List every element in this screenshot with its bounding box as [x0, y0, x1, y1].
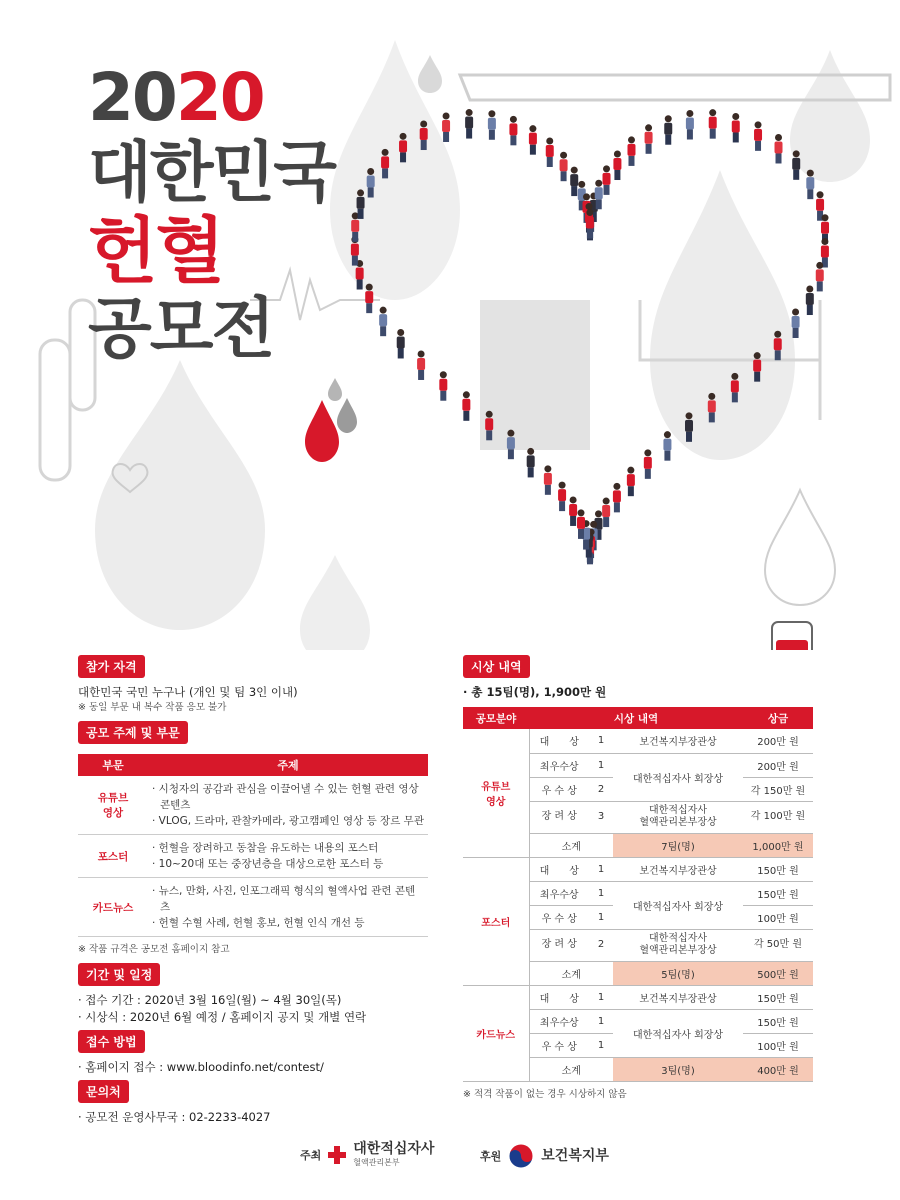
blood-bag-icon — [772, 622, 812, 650]
host-credit — [300, 1142, 434, 1168]
person-figure — [685, 412, 693, 442]
eligibility-section — [78, 655, 428, 715]
person-figure — [570, 167, 578, 197]
section-heading: 접수 방법 — [78, 1030, 145, 1053]
sponsor-label: 후원 — [480, 1150, 502, 1163]
person-figure — [645, 124, 653, 153]
person-figure — [577, 509, 585, 539]
title-year — [88, 59, 335, 136]
schedule-section — [78, 963, 428, 1026]
topic-category: 카드뉴스 — [78, 878, 148, 937]
person-figure — [485, 411, 493, 441]
person-figure — [792, 150, 800, 180]
award-giver: 대한적십자사 회장상 — [613, 753, 743, 801]
person-figure — [420, 121, 428, 151]
award-prize: 150만 원 — [743, 985, 813, 1009]
award-name: 우 수 상 — [529, 905, 589, 929]
drop-outline — [765, 490, 835, 605]
person-figure — [529, 125, 537, 155]
right-column — [463, 655, 813, 1102]
person-figure — [357, 189, 365, 219]
person-figure — [417, 350, 425, 380]
host-sub: 혈액관리본부 — [353, 1158, 400, 1167]
topic-items — [148, 835, 428, 878]
poster-title — [88, 59, 336, 368]
sponsor-credit — [480, 1142, 609, 1170]
table-header: 공모분야 — [463, 707, 529, 729]
awards-note: ※ 적격 작품이 없는 경우 시상하지 않음 — [463, 1088, 627, 1100]
person-figure — [613, 483, 621, 512]
person-figure — [595, 180, 603, 210]
award-giver: 보건복지부장관상 — [613, 985, 743, 1009]
person-figure — [686, 110, 694, 140]
subtotal-label: 소계 — [529, 1057, 613, 1081]
host-org-block — [353, 1142, 434, 1168]
subtotal-count: 3팀(명) — [613, 1057, 743, 1081]
person-figure — [439, 371, 447, 401]
gray-drop-icon — [337, 398, 357, 433]
submission-text: · 홈페이지 접수 : www.bloodinfo.net/contest/ — [78, 1060, 324, 1074]
person-figure — [792, 308, 800, 338]
person-figure — [507, 430, 515, 460]
test-tube-shape — [40, 340, 70, 480]
award-giver: 보건복지부장관상 — [613, 857, 743, 881]
award-name: 대 상 — [529, 729, 589, 753]
topic-category: 유튜브 영상 — [78, 776, 148, 835]
person-figure — [663, 431, 671, 461]
topics-section — [78, 721, 428, 957]
award-count: 1 — [589, 857, 613, 881]
table-header: 주제 — [148, 754, 428, 776]
award-field: 유튜브 영상 — [463, 729, 529, 857]
person-figure — [379, 307, 387, 337]
topic-item: · 10~20대 또는 중장년층을 대상으로한 포스터 등 — [152, 858, 384, 870]
topics-note: ※ 작품 규격은 공모전 홈페이지 참고 — [78, 944, 230, 955]
left-column — [78, 655, 428, 1126]
topic-category: 포스터 — [78, 835, 148, 878]
person-figure — [806, 170, 814, 200]
person-figure — [365, 284, 373, 314]
person-figure — [586, 209, 594, 239]
person-figure — [732, 113, 740, 143]
topic-item: · 헌혈을 장려하고 동참을 유도하는 내용의 포스터 — [152, 842, 379, 854]
table-header: 시상 내역 — [529, 707, 743, 729]
person-figure — [558, 482, 566, 512]
drop-shape — [300, 555, 370, 650]
topic-items — [148, 878, 428, 937]
person-figure — [644, 449, 652, 479]
subtotal-count: 7팀(명) — [613, 833, 743, 857]
award-count: 3 — [589, 801, 613, 833]
person-figure — [774, 331, 782, 361]
drop-shape — [418, 55, 442, 93]
person-figure — [613, 151, 621, 181]
awards-table — [463, 707, 813, 1082]
table-header: 상금 — [743, 707, 813, 729]
table-header: 부문 — [78, 754, 148, 776]
section-heading: 공모 주제 및 부문 — [78, 721, 188, 744]
person-figure — [399, 133, 407, 163]
table-row — [463, 857, 813, 881]
award-giver: 대한적십자사 혈액관리본부장상 — [613, 929, 743, 961]
award-name: 장 려 상 — [529, 929, 589, 961]
person-figure — [544, 465, 552, 495]
award-prize: 200만 원 — [743, 753, 813, 777]
eligibility-note: ※ 동일 부문 내 복수 작품 응모 불가 — [78, 702, 227, 713]
person-figure — [546, 137, 554, 167]
award-name: 대 상 — [529, 857, 589, 881]
person-figure — [367, 168, 375, 198]
section-heading: 시상 내역 — [463, 655, 530, 678]
topic-item: · 뉴스, 만화, 사진, 인포그래픽 형식의 혈액사업 관련 콘텐츠 — [152, 885, 416, 913]
award-prize: 각 150만 원 — [743, 777, 813, 801]
sponsor-org: 보건복지부 — [541, 1147, 609, 1164]
award-field: 카드뉴스 — [463, 985, 529, 1081]
person-figure — [806, 286, 814, 316]
title-line-1: 대한민국 — [88, 134, 336, 211]
award-name: 우 수 상 — [529, 1033, 589, 1057]
award-name: 대 상 — [529, 985, 589, 1009]
topics-table — [78, 754, 428, 937]
section-heading: 문의처 — [78, 1080, 129, 1103]
schedule-item: · 시상식 : 2020년 6월 예정 / 홈페이지 공지 및 개별 연락 — [78, 1010, 367, 1024]
table-row — [78, 835, 428, 878]
person-figure — [754, 121, 762, 151]
award-count: 1 — [589, 881, 613, 905]
table-row — [463, 985, 813, 1009]
award-prize: 200만 원 — [743, 729, 813, 753]
table-row — [463, 729, 813, 753]
award-prize: 150만 원 — [743, 1009, 813, 1033]
award-count: 2 — [589, 929, 613, 961]
award-count: 1 — [589, 905, 613, 929]
blood-bag-shape — [480, 300, 590, 450]
table-row — [78, 776, 428, 835]
award-count: 1 — [589, 985, 613, 1009]
award-count: 1 — [589, 1033, 613, 1057]
section-heading: 기간 및 일정 — [78, 963, 160, 986]
subtotal-label: 소계 — [529, 961, 613, 985]
award-giver: 보건복지부장관상 — [613, 729, 743, 753]
award-name: 최우수상 — [529, 753, 589, 777]
drop-shape — [650, 170, 795, 460]
person-figure — [560, 152, 568, 182]
award-count: 2 — [589, 777, 613, 801]
person-figure — [602, 498, 610, 528]
person-figure — [753, 352, 761, 382]
red-cross-icon — [327, 1145, 347, 1165]
host-label: 주최 — [300, 1149, 322, 1162]
person-figure — [603, 165, 611, 195]
person-figure — [442, 112, 450, 141]
drop-shape — [95, 360, 265, 630]
topic-item: · 헌혈 수혈 사례, 헌혈 홍보, 헌혈 인식 개선 등 — [152, 917, 365, 929]
award-prize: 각 100만 원 — [743, 801, 813, 833]
contact-text: · 공모전 운영사무국 : 02-2233-4027 — [78, 1110, 271, 1124]
person-figure — [708, 393, 716, 423]
table-row — [78, 878, 428, 937]
person-figure — [664, 115, 672, 144]
award-prize: 100만 원 — [743, 1033, 813, 1057]
subtotal-prize: 400만 원 — [743, 1057, 813, 1081]
topic-items — [148, 776, 428, 835]
subtotal-label: 소계 — [529, 833, 613, 857]
award-prize: 150만 원 — [743, 881, 813, 905]
title-year-part-a: 20 — [88, 59, 176, 136]
topic-item: · VLOG, 드라마, 관찰카메라, 광고캠페인 영상 등 장르 무관 — [152, 815, 424, 827]
subtotal-prize: 500만 원 — [743, 961, 813, 985]
person-figure — [775, 134, 783, 164]
award-name: 최우수상 — [529, 1009, 589, 1033]
schedule-item: · 접수 기간 : 2020년 3월 16일(월) ~ 4월 30일(목) — [78, 993, 342, 1007]
title-line-3: 공모전 — [88, 290, 274, 367]
award-count: 1 — [589, 753, 613, 777]
person-figure — [709, 109, 717, 139]
award-name: 최우수상 — [529, 881, 589, 905]
taegeuk-emblem-icon — [507, 1142, 535, 1170]
person-figure — [509, 116, 517, 146]
person-figure — [462, 391, 470, 421]
title-line-2: 헌혈 — [88, 209, 224, 293]
award-count: 1 — [589, 729, 613, 753]
person-figure — [816, 262, 824, 292]
award-prize: 150만 원 — [743, 857, 813, 881]
submission-section — [78, 1030, 428, 1076]
drop-shape — [790, 50, 870, 182]
subtotal-count: 5팀(명) — [613, 961, 743, 985]
person-figure — [488, 110, 496, 140]
award-name: 우 수 상 — [529, 777, 589, 801]
person-figure — [465, 109, 473, 139]
awards-summary: · 총 15팀(명), 1,900만 원 — [463, 685, 607, 699]
person-figure — [731, 373, 739, 403]
title-year-part-b: 20 — [175, 59, 264, 136]
award-prize: 각 50만 원 — [743, 929, 813, 961]
award-count: 1 — [589, 1009, 613, 1033]
eligibility-text: 대한민국 국민 누구나 (개인 및 팀 3인 이내) — [78, 685, 298, 699]
red-drop-icon — [305, 400, 339, 462]
section-heading: 참가 자격 — [78, 655, 145, 678]
award-prize: 100만 원 — [743, 905, 813, 929]
topic-item: · 시청자의 공감과 관심을 이끌어낼 수 있는 헌혈 관련 영상 콘텐츠 — [152, 783, 419, 811]
award-giver: 대한적십자사 회장상 — [613, 881, 743, 929]
award-giver: 대한적십자사 혈액관리본부장상 — [613, 801, 743, 833]
contact-section — [78, 1080, 428, 1126]
person-figure — [627, 467, 635, 497]
person-figure — [627, 136, 635, 166]
host-org: 대한적십자사 — [353, 1141, 435, 1157]
award-name: 장 려 상 — [529, 801, 589, 833]
footer — [0, 1138, 900, 1178]
person-figure — [397, 329, 405, 359]
person-figure — [381, 149, 389, 179]
person-figure — [569, 496, 577, 526]
gray-drop-icon — [328, 378, 342, 401]
award-field: 포스터 — [463, 857, 529, 985]
person-figure — [527, 448, 535, 478]
subtotal-prize: 1,000만 원 — [743, 833, 813, 857]
award-giver: 대한적십자사 회장상 — [613, 1009, 743, 1057]
